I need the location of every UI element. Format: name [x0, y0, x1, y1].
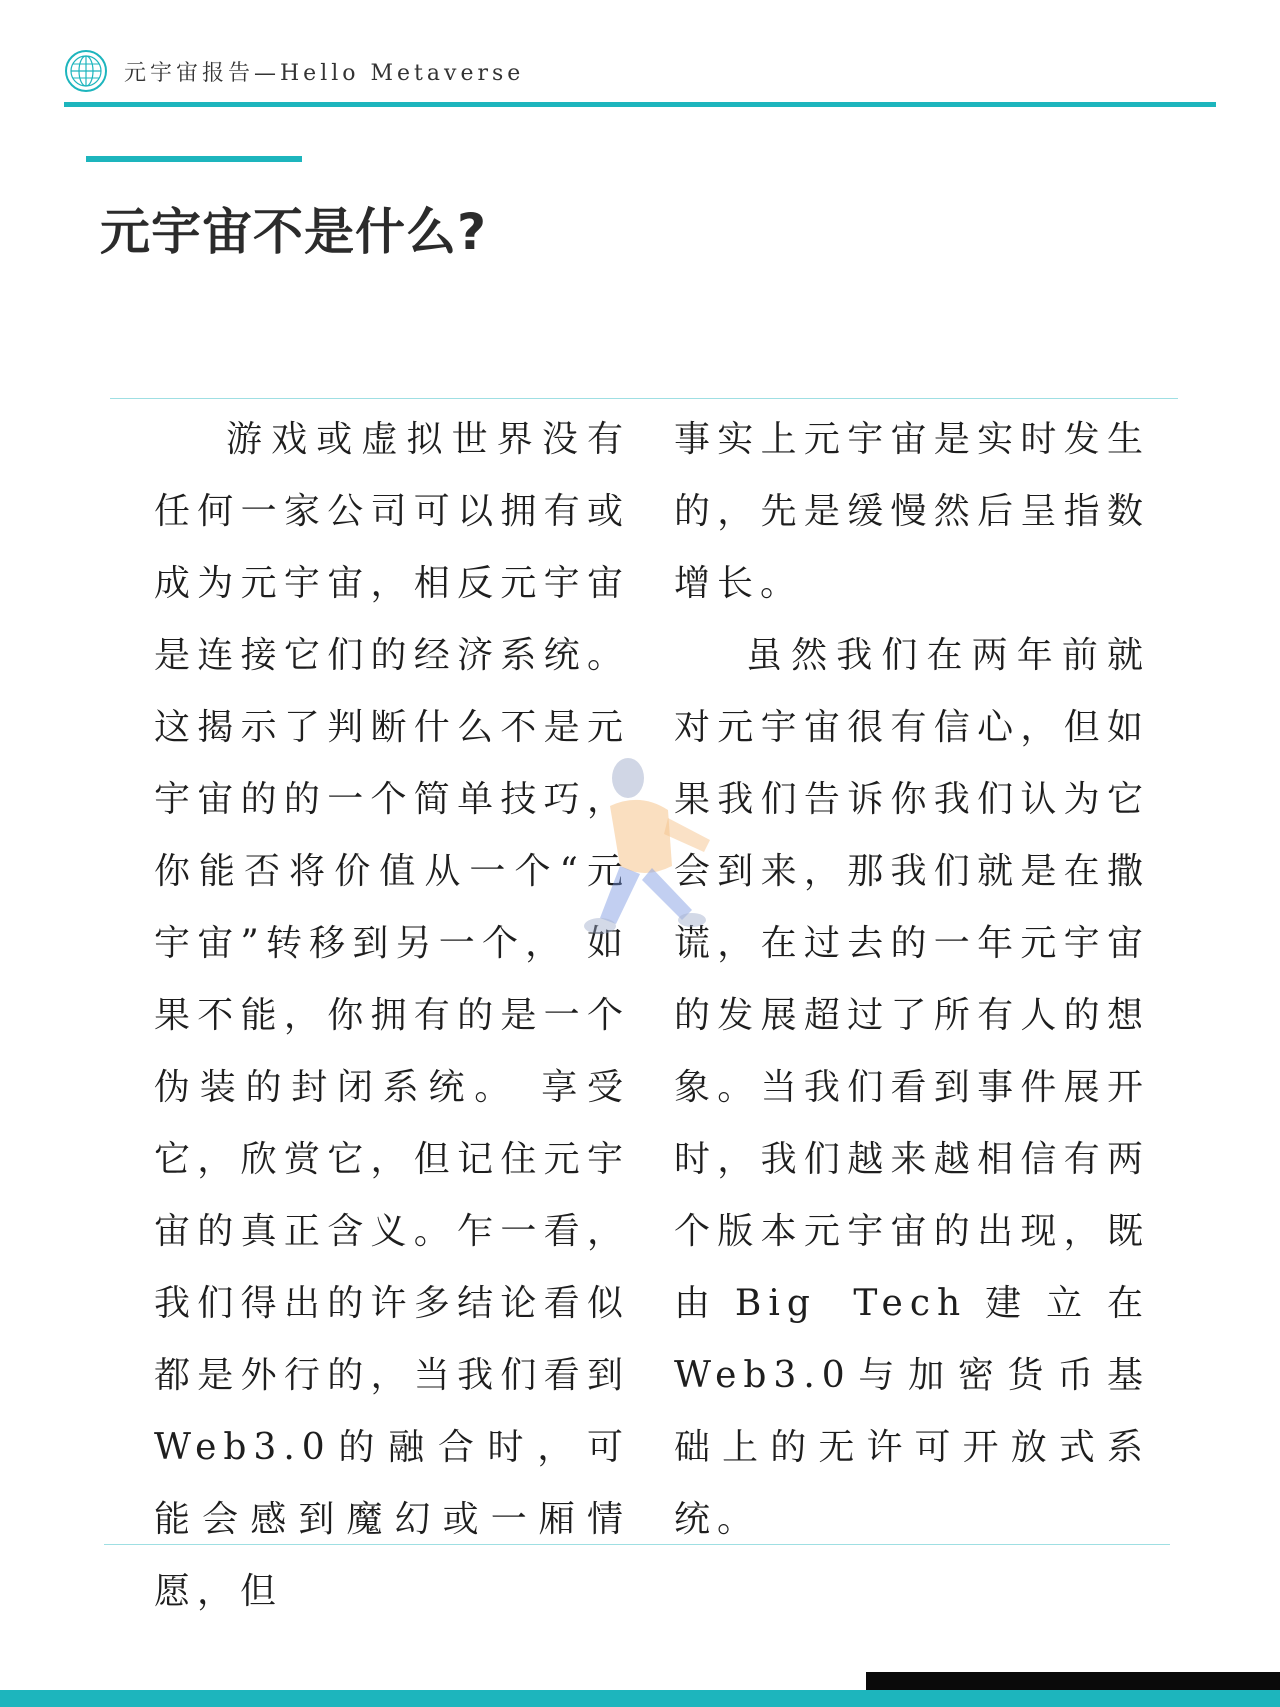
content-bottom-divider	[104, 1544, 1170, 1545]
header-title: 元宇宙报告—Hello Metaverse	[124, 60, 525, 86]
running-person-illustration	[560, 748, 740, 958]
page-title: 元宇宙不是什么?	[100, 203, 488, 261]
right-paragraph-2: 虽然我们在两年前就对元宇宙很有信心，但如果我们告诉你我们认为它会到来，那我们就是在撒谎，在过去的一年元宇宙的发展超过了所有人的想象。当我们看到事件展开时，我们越来越相信有两个版本元宇宙的出现，既由Big Tech建立在Web3.0与加密货币基础上的无许可开放式系统。	[674, 635, 1150, 1540]
content-top-divider	[110, 398, 1178, 399]
footer-accent-bar	[0, 1690, 1280, 1707]
right-column	[674, 404, 1150, 1556]
header-divider	[64, 102, 1216, 107]
title-accent-bar	[86, 156, 302, 162]
page-header	[64, 46, 524, 96]
globe-icon	[64, 49, 108, 93]
left-column	[154, 404, 630, 1628]
left-paragraph: 游戏或虚拟世界没有任何一家公司可以拥有或成为元宇宙，相反元宇宙是连接它们的经济系统。这揭示了判断什么不是元宇宙的的一个简单技巧，你能否将价值从一个“元宇宙”转移到另一个， 如果不能，你拥有的是一个伪装的封闭系统。 享受它，欣赏它，但记住元宇宙的真正含义。乍一看，我们得出的许多结论看似都是外行的，当我们看到Web3.0的融合时，可能会感到魔幻或一厢情愿，但	[154, 419, 630, 1612]
right-paragraph-1: 事实上元宇宙是实时发生的，先是缓慢然后呈指数增长。	[674, 419, 1150, 604]
footer-dark-bar	[866, 1672, 1280, 1690]
